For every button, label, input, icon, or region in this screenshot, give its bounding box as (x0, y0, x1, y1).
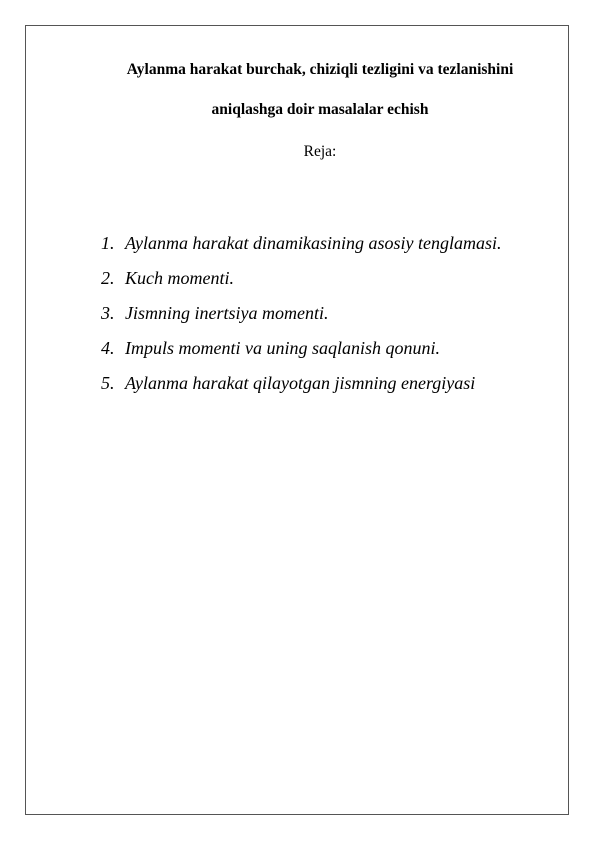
plan-item-number: 2. (101, 268, 115, 288)
plan-item-5 (101, 372, 501, 407)
plan-item-4 (101, 337, 501, 372)
document-title-line-2: aniqlashga doir masalalar echish (211, 101, 429, 118)
plan-item-number: 3. (101, 303, 115, 323)
plan-item-number: 4. (101, 338, 115, 358)
plan-item-text: Kuch momenti. (125, 268, 234, 288)
plan-item-text: Impuls momenti va uning saqlanish qonuni. (125, 338, 440, 358)
plan-item-3 (101, 302, 501, 337)
document-title-line-1: Aylanma harakat burchak, chiziqli tezligini va tezlanishini (126, 61, 514, 78)
plan-heading: Reja: (303, 143, 337, 160)
plan-item-number: 1. (101, 233, 115, 253)
plan-item-text: Aylanma harakat qilayotgan jismning energiyasi (125, 373, 476, 393)
plan-list (101, 232, 501, 407)
plan-item-text: Aylanma harakat dinamikasining asosiy tenglamasi. (125, 233, 502, 253)
plan-item-1 (101, 232, 501, 267)
plan-item-text: Jismning inertsiya momenti. (125, 303, 329, 323)
plan-item-2 (101, 267, 501, 302)
plan-item-number: 5. (101, 373, 115, 393)
